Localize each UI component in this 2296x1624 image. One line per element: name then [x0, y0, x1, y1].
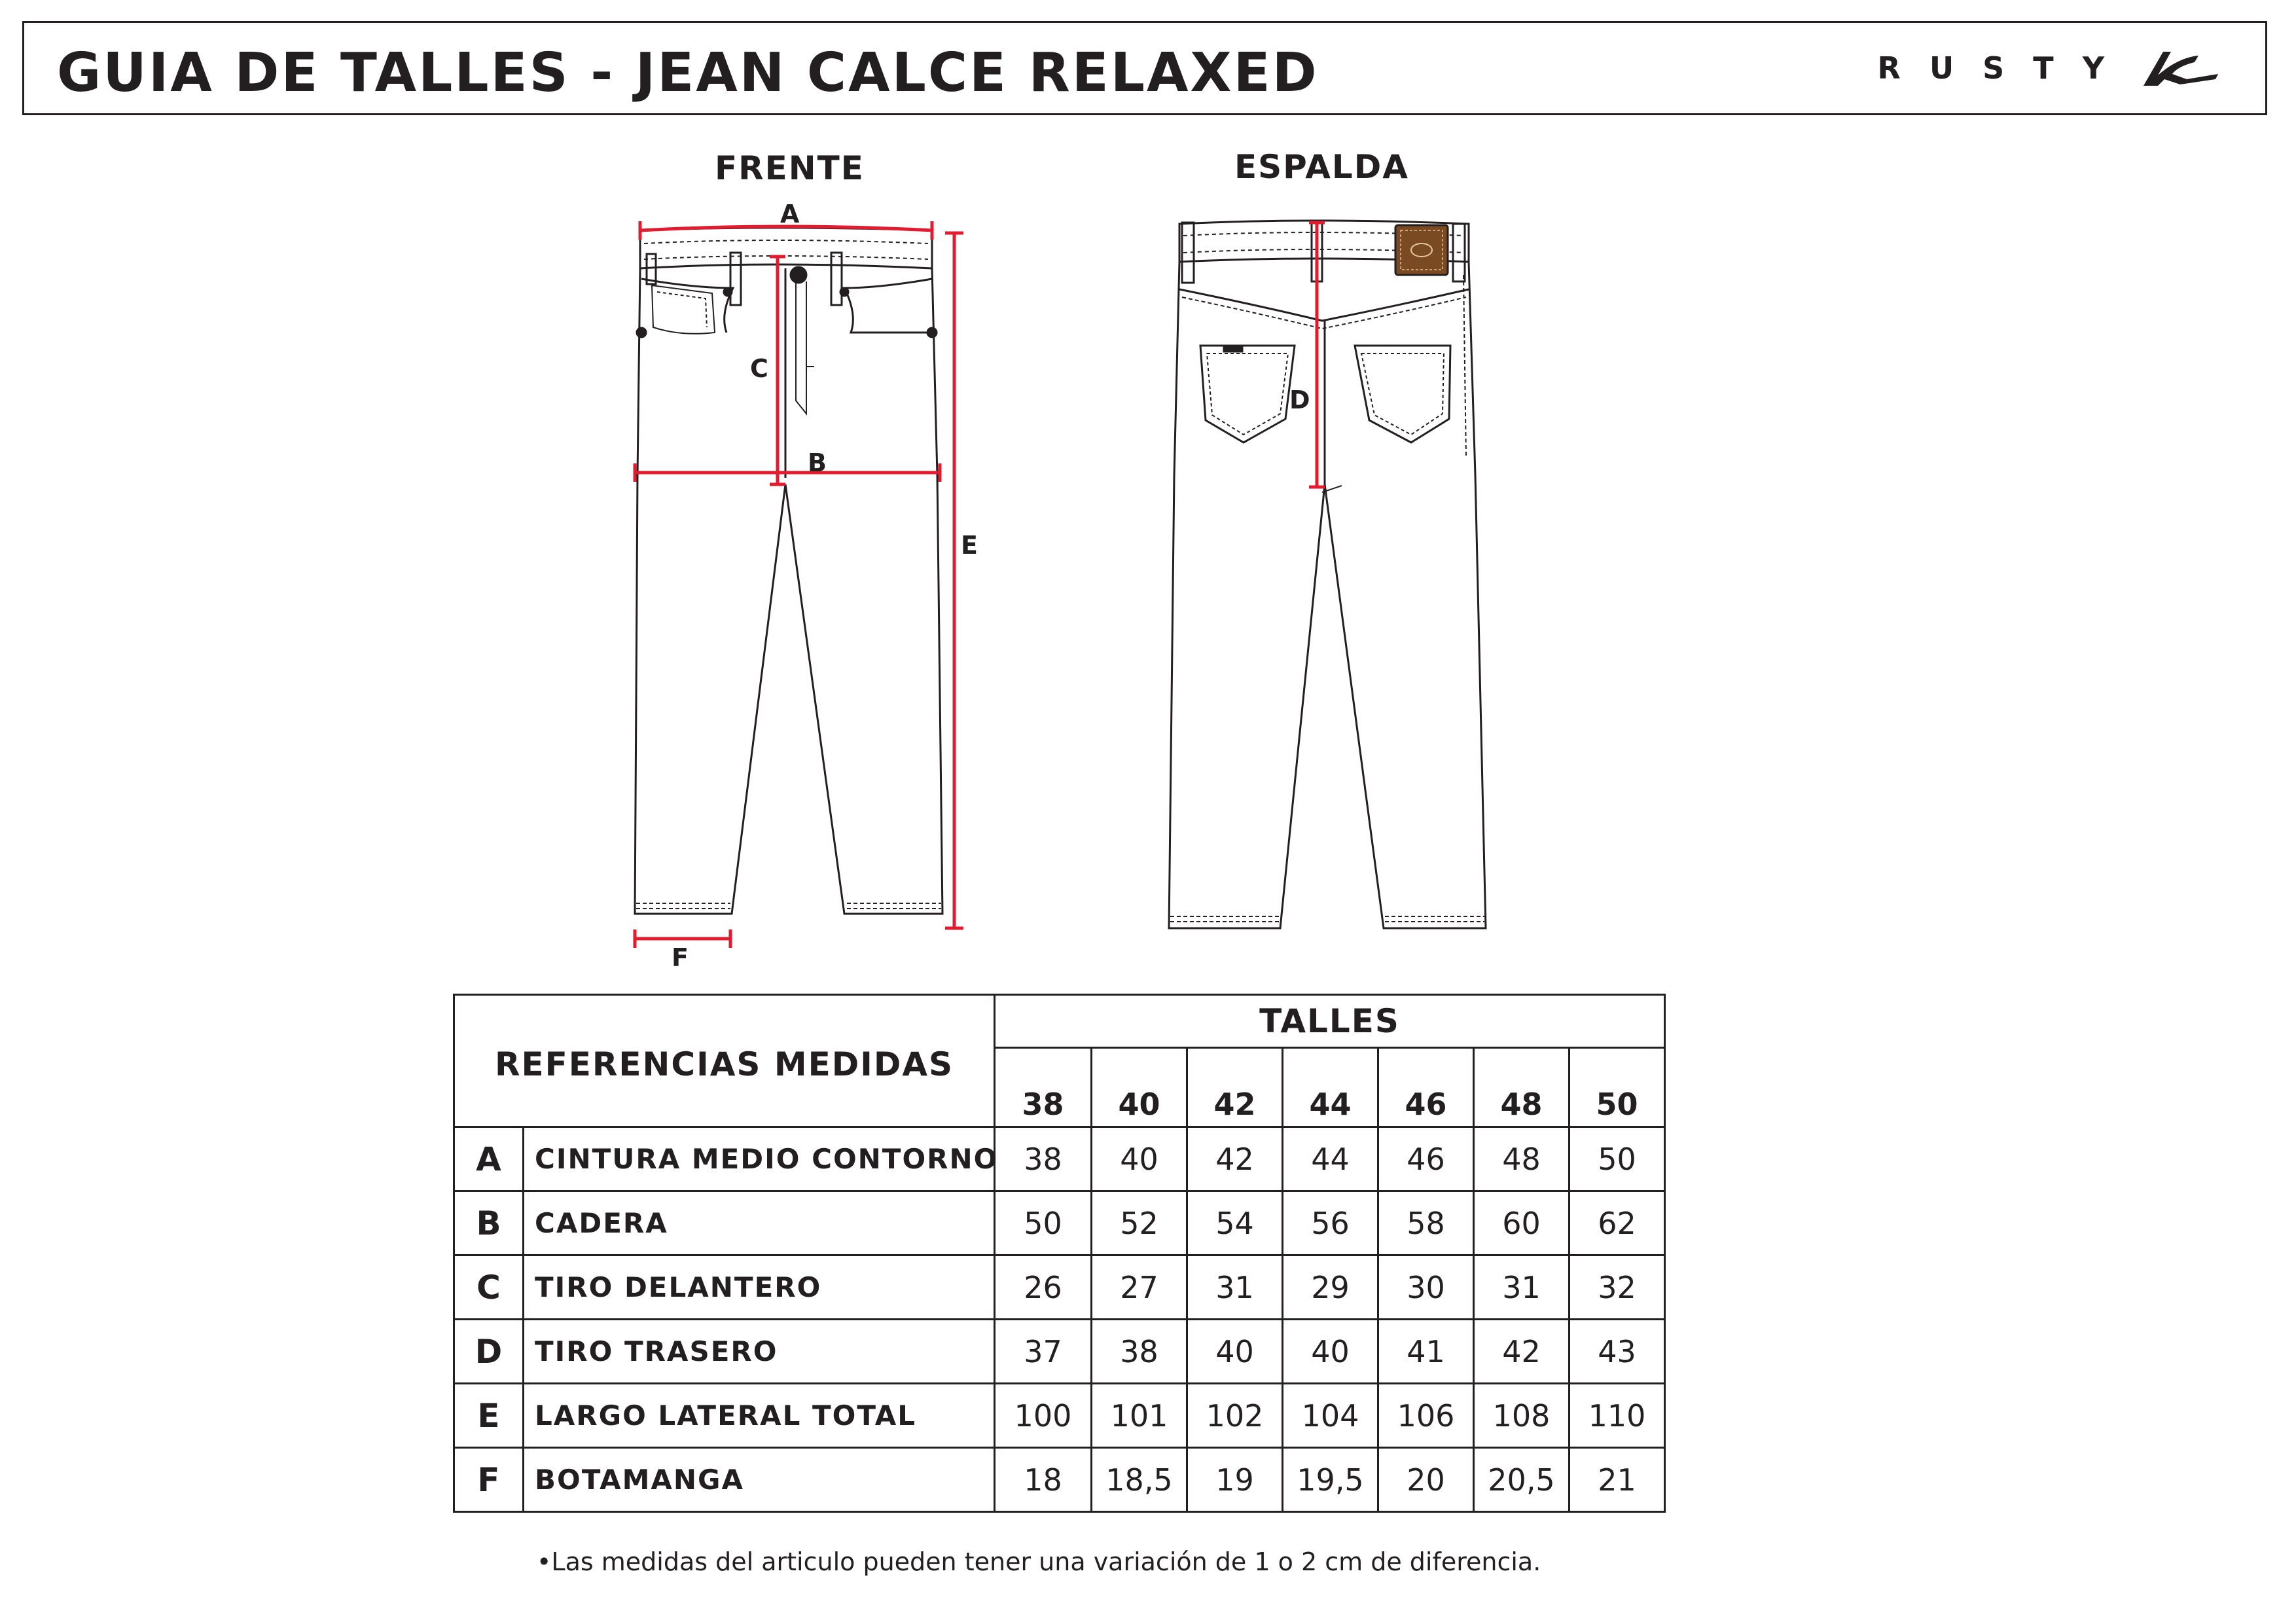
- table-cell: 31: [1187, 1255, 1283, 1320]
- measure-a-label: A: [780, 200, 800, 228]
- row-letter: F: [454, 1448, 524, 1512]
- table-cell: 32: [1570, 1255, 1665, 1320]
- table-cell: 40: [1283, 1320, 1378, 1384]
- leather-patch-icon: [1395, 225, 1448, 275]
- table-cell: 106: [1378, 1384, 1474, 1448]
- row-letter: A: [454, 1127, 524, 1191]
- table-cell: 60: [1474, 1191, 1570, 1255]
- table-row: [454, 1384, 1665, 1448]
- table-cell: 19,5: [1283, 1448, 1378, 1512]
- table-cell: 41: [1378, 1320, 1474, 1384]
- footnote: •Las medidas del articulo pueden tener una variación de 1 o 2 cm de diferencia.: [537, 1547, 1541, 1576]
- row-letter: D: [454, 1320, 524, 1384]
- table-row: [454, 1320, 1665, 1384]
- size-header-cell: 44: [1283, 1048, 1378, 1127]
- measure-b-label: B: [808, 448, 827, 477]
- row-letter: C: [454, 1255, 524, 1320]
- row-label: TIRO TRASERO: [524, 1320, 995, 1384]
- size-header-cell: 42: [1187, 1048, 1283, 1127]
- table-cell: 44: [1283, 1127, 1378, 1191]
- table-cell: 42: [1187, 1127, 1283, 1191]
- table-cell: 38: [1092, 1320, 1187, 1384]
- table-cell: 20: [1378, 1448, 1474, 1512]
- size-header-cell: 48: [1474, 1048, 1570, 1127]
- table-cell: 101: [1092, 1384, 1187, 1448]
- measure-b-line: [635, 463, 940, 482]
- table-cell: 46: [1378, 1127, 1474, 1191]
- table-cell: 18: [995, 1448, 1092, 1512]
- row-letter: E: [454, 1384, 524, 1448]
- table-cell: 21: [1570, 1448, 1665, 1512]
- table-cell: 27: [1092, 1255, 1187, 1320]
- measure-f-label: F: [672, 943, 689, 972]
- table-cell: 40: [1092, 1127, 1187, 1191]
- table-cell: 31: [1474, 1255, 1570, 1320]
- row-label: LARGO LATERAL TOTAL: [524, 1384, 995, 1448]
- table-cell: 56: [1283, 1191, 1378, 1255]
- measure-c-line: [770, 257, 785, 484]
- row-label: CINTURA MEDIO CONTORNO: [524, 1127, 995, 1191]
- table-cell: 58: [1378, 1191, 1474, 1255]
- measure-e-label: E: [961, 531, 978, 560]
- front-pants-drawing: [635, 228, 942, 914]
- table-cell: 104: [1283, 1384, 1378, 1448]
- size-header-cell: 46: [1378, 1048, 1474, 1127]
- table-row: [454, 1448, 1665, 1512]
- row-label: TIRO DELANTERO: [524, 1255, 995, 1320]
- table-row: [454, 1255, 1665, 1320]
- measure-e-line: [945, 233, 963, 928]
- table-row: [454, 1127, 1665, 1191]
- back-view-label: ESPALDA: [1234, 148, 1409, 186]
- table-cell: 52: [1092, 1191, 1187, 1255]
- table-cell: 37: [995, 1320, 1092, 1384]
- table-cell: 110: [1570, 1384, 1665, 1448]
- front-view-label: FRENTE: [715, 149, 865, 187]
- table-cell: 38: [995, 1127, 1092, 1191]
- table-cell: 102: [1187, 1384, 1283, 1448]
- references-header: REFERENCIAS MEDIDAS: [454, 995, 995, 1127]
- table-cell: 20,5: [1474, 1448, 1570, 1512]
- row-label: BOTAMANGA: [524, 1448, 995, 1512]
- measure-d-label: D: [1289, 386, 1310, 414]
- page-title: GUIA DE TALLES - JEAN CALCE RELAXED: [57, 42, 1319, 104]
- table-cell: 30: [1378, 1255, 1474, 1320]
- table-cell: 40: [1187, 1320, 1283, 1384]
- table-cell: 100: [995, 1384, 1092, 1448]
- table-cell: 48: [1474, 1127, 1570, 1191]
- table-cell: 50: [995, 1191, 1092, 1255]
- size-header-cell: 40: [1092, 1048, 1187, 1127]
- table-cell: 29: [1283, 1255, 1378, 1320]
- measure-c-label: C: [750, 354, 768, 383]
- table-cell: 19: [1187, 1448, 1283, 1512]
- table-cell: 26: [995, 1255, 1092, 1320]
- sizes-header: TALLES: [995, 995, 1665, 1048]
- row-label: CADERA: [524, 1191, 995, 1255]
- table-cell: 108: [1474, 1384, 1570, 1448]
- table-cell: 50: [1570, 1127, 1665, 1191]
- size-header-cell: 50: [1570, 1048, 1665, 1127]
- table-row: [454, 1191, 1665, 1255]
- brand-name: RUSTY: [1877, 50, 2133, 86]
- row-letter: B: [454, 1191, 524, 1255]
- table-cell: 54: [1187, 1191, 1283, 1255]
- size-table: [453, 994, 1666, 1513]
- size-header-cell: 38: [995, 1048, 1092, 1127]
- back-pants-drawing: [1169, 221, 1486, 928]
- table-cell: 42: [1474, 1320, 1570, 1384]
- table-cell: 43: [1570, 1320, 1665, 1384]
- table-cell: 18,5: [1092, 1448, 1187, 1512]
- table-cell: 62: [1570, 1191, 1665, 1255]
